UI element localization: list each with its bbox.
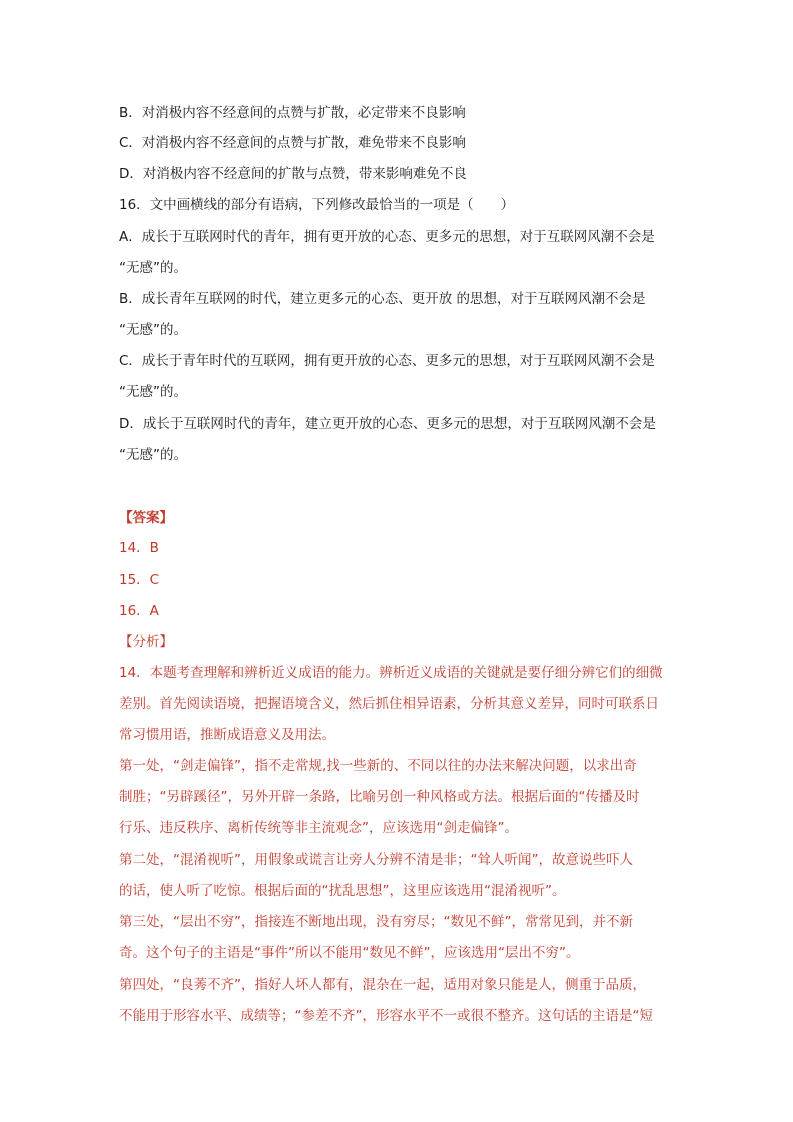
option-16-c-line2: “无感”的。: [119, 384, 187, 400]
option-16-b-line2: “无感”的。: [119, 322, 187, 338]
option-16-c-line1: C．成长于青年时代的互联网，拥有更开放的心态、更多元的思想，对于互联网风潮不会是: [119, 353, 655, 369]
option-15-d: D．对消极内容不经意间的扩散与点赞，带来影响难免不良: [119, 166, 467, 182]
analysis-line: 差别。首先阅读语境，把握语境含义，然后抓住相异语素，分析其意义差异，同时可联系日: [119, 696, 659, 712]
analysis-line: 行乐、违反秩序、离析传统等非主流观念”，应该选用“剑走偏锋”。: [119, 820, 518, 836]
analysis-line: 第一处，“剑走偏锋”，指不走常规,找一些新的、不同以往的办法来解决问题，以求出奇: [119, 758, 637, 774]
option-15-c: C．对消极内容不经意间的点赞与扩散，难免带来不良影响: [119, 135, 466, 151]
analysis-line: 的话，使人听了吃惊。根据后面的“扰乱思想”，这里应该选用“混淆视听”。: [119, 883, 566, 899]
analysis-line: 第二处，“混淆视听”，用假象或谎言让旁人分辨不清是非；“耸人听闻”，故意说些吓人: [119, 852, 633, 868]
option-15-b: B．对消极内容不经意间的点赞与扩散，必定带来不良影响: [119, 105, 466, 121]
analysis-heading: 【分析】: [119, 634, 173, 650]
analysis-line: 常习惯用语，推断成语意义及用法。: [119, 727, 335, 743]
analysis-line: 14．本题考查理解和辨析近义成语的能力。辨析近义成语的关键就是要仔细分辨它们的细微: [119, 665, 663, 681]
analysis-line: 第四处，“良莠不齐”，指好人坏人都有，混杂在一起，适用对象只能是人，侧重于品质，: [119, 977, 646, 993]
option-16-b-line1: B．成长青年互联网的时代，建立更多元的心态、更开放 的思想，对于互联网风潮不会是: [119, 291, 646, 307]
answer-15: 15．C: [119, 572, 160, 588]
option-16-d-line2: “无感”的。: [119, 447, 187, 463]
answer-14: 14．B: [119, 540, 159, 556]
option-16-a-line1: A．成长于互联网时代的青年，拥有更开放的心态、更多元的思想，对于互联网风潮不会是: [119, 229, 655, 245]
option-16-a-line2: “无感”的。: [119, 260, 187, 276]
analysis-line: 奇。这个句子的主语是“事件”所以不能用“数见不鲜”，应该选用“层出不穷”。: [119, 945, 580, 961]
analysis-line: 制胜；“另辟蹊径”，另外开辟一条路，比喻另创一种风格或方法。根据后面的“传播及时: [119, 789, 640, 805]
option-16-d-line1: D．成长于互联网时代的青年，建立更开放的心态、更多元的思想，对于互联网风潮不会是: [119, 416, 656, 432]
answer-16: 16．A: [119, 603, 159, 619]
answer-heading: 【答案】: [119, 510, 173, 526]
question-16-stem: 16．文中画横线的部分有语病，下列修改最恰当的一项是（ ）: [119, 197, 515, 213]
analysis-line: 第三处，“层出不穷”，指接连不断地出现，没有穷尽；“数见不鲜”，常常见到，并不新: [119, 914, 633, 930]
analysis-line: 不能用于形容水平、成绩等；“参差不齐”，形容水平不一或很不整齐。这句话的主语是“短: [119, 1008, 653, 1024]
